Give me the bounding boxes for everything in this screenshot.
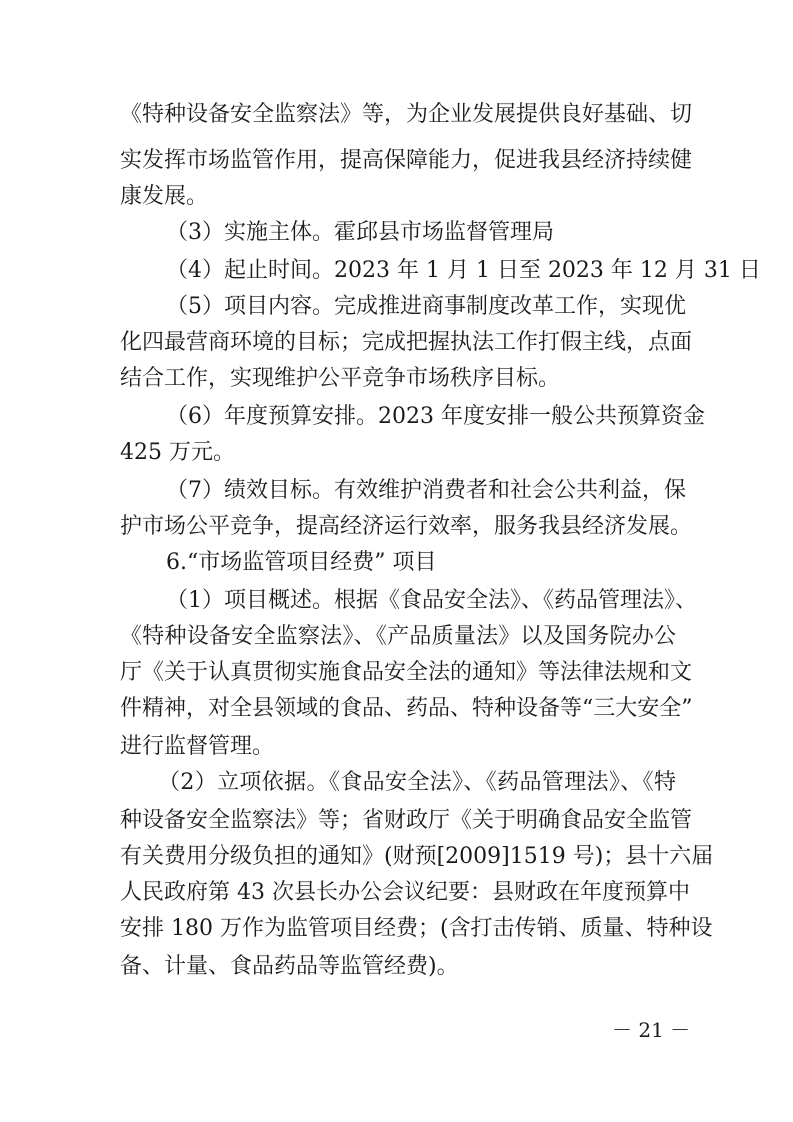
text-line: 安排 180 万作为监管项目经费；(含打击传销、质量、特种设 bbox=[120, 916, 713, 941]
text-line: 有关费用分级负担的通知》(财预[2009]1519 号)；县十六届 bbox=[120, 844, 714, 869]
text-line: 《特种设备安全监察法》、《产品质量法》以及国务院办公 bbox=[120, 624, 676, 649]
text-line: 425 万元。 bbox=[120, 440, 235, 465]
page-number: － 21 － bbox=[612, 1018, 691, 1042]
text-line: （6）年度预算安排。2023 年度安排一般公共预算资金 bbox=[166, 404, 705, 429]
text-line: （4）起止时间。2023 年 1 月 1 日至 2023 年 12 月 31 日 bbox=[166, 258, 761, 283]
text-line: （3）实施主体。霍邱县市场监督管理局 bbox=[166, 220, 554, 245]
text-line: 化四最营商环境的目标；完成把握执法工作打假主线，点面 bbox=[120, 330, 693, 355]
section-heading: 6.“市场监管项目经费” 项目 bbox=[166, 550, 437, 575]
text-line: （1）项目概述。根据《食品安全法》、《药品管理法》、 bbox=[166, 588, 697, 613]
text-line: 康发展。 bbox=[120, 184, 209, 209]
text-line: 实发挥市场监管作用，提高保障能力，促进我县经济持续健 bbox=[120, 148, 693, 173]
text-line: （2）立项依据。《食品安全法》、《药品管理法》、《特 bbox=[158, 770, 676, 795]
text-line: 人民政府第 43 次县长办公会议纪要：县财政在年度预算中 bbox=[120, 880, 690, 905]
text-line: 进行监督管理。 bbox=[120, 734, 275, 759]
text-line: 种设备安全监察法》等；省财政厅《关于明确食品安全监管 bbox=[120, 808, 693, 833]
text-line: （7）绩效目标。有效维护消费者和社会公共利益，保 bbox=[166, 478, 686, 503]
text-line: 《特种设备安全监察法》等，为企业发展提供良好基础、切 bbox=[120, 102, 693, 127]
text-line: （5）项目内容。完成推进商事制度改革工作，实现优 bbox=[166, 294, 686, 319]
text-line: 结合工作，实现维护公平竞争市场秩序目标。 bbox=[120, 366, 561, 391]
text-line: 件精神，对全县领域的食品、药品、特种设备等“三大安全” bbox=[120, 696, 693, 721]
text-line: 备、计量、食品药品等监管经费)。 bbox=[120, 954, 459, 979]
text-line: 厅《关于认真贯彻实施食品安全法的通知》等法律法规和文 bbox=[120, 660, 693, 685]
text-line: 护市场公平竞争，提高经济运行效率，服务我县经济发展。 bbox=[120, 514, 693, 539]
